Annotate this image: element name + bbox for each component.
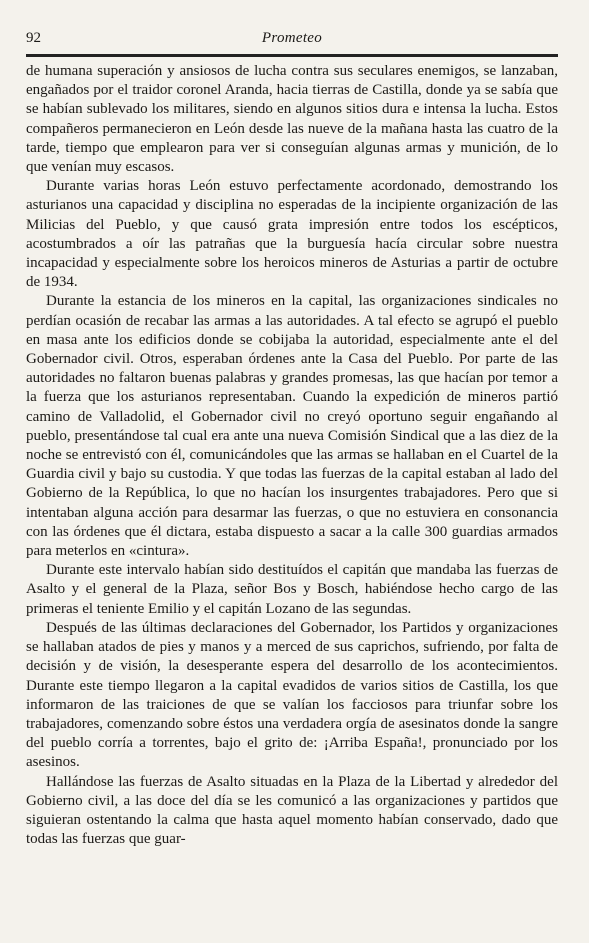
paragraph: Hallándose las fuerzas de Asalto situadas en la Plaza de la Libertad y alrededor del Gobierno civil, a las doce del día se les comunicó a las organizaciones y partidos que siguieran ostentando la calma que hasta aquel momento habían conservado, dado que todas las fuerzas que guar- xyxy=(26,773,558,848)
paragraph: Después de las últimas declaraciones del Gobernador, los Partidos y organizaciones se hallaban atados de pies y manos y a merced de sus caprichos, sufriendo, por falta de decisión y de visión, la desesperante espera del desarrollo de los acontecimientos. Durante este tiempo llegaron a la capital evadidos de varios sitios de Castilla, los que informaron de las traiciones de que se valían los facciosos para triunfar sobre los trabajadores, comenzando sobre éstos una verdadera orgía de asesinatos donde la sangre del pueblo corría a torrentes, bajo el grito de: ¡Arriba España!, pronunciado por los asesinos. xyxy=(26,619,558,771)
paragraph: Durante la estancia de los mineros en la capital, las organizaciones sindicales no perdían ocasión de recabar las armas a las autoridades. A tal efecto se agrupó el pueblo en masa ante los edificios donde se cobijaba la autoridad, especialmente ante el del Gobernador civil. Otros, esperaban órdenes ante la Casa del Pueblo. Por parte de las autoridades no faltaron buenas palabras y grandes promesas, las que hacían por temor a la fuerza que los asturianos representaban. Cuando la expedición de mineros partió camino de Valladolid, el Gobernador civil no creyó oportuno seguir engañando al pueblo, presentándose tal cual era ante una nueva Comisión Sindical que a las diez de la noche se entrevistó con él, comunicándoles que las armas se hallaban en el Cuartel de la Guardia civil y bajo su custodia. Y que todas las fuerzas de la capital estaban al lado del Gobierno de la República, lo que no hacían los insurgentes trabajadores. Pero que si intentaban alguna acción para desarmar las fuerzas, o que no estuviera en consonancia con las órdenes que él dictara, estaba dispuesto a sacar a la calle 300 guardias armados para meterlos en «cintura». xyxy=(26,293,558,560)
header-rule xyxy=(26,54,558,57)
running-title: Prometeo xyxy=(261,30,323,46)
paragraph: de humana superación y ansiosos de lucha contra sus seculares enemigos, se lanzaban, engañados por el traidor coronel Aranda, hacia tierras de Castilla, donde ya se sabía que se habían sublevado los militares, siendo en algunos sitios dura e intensa la lucha. Estos compañeros permanecieron en León desde las nueve de la mañana hasta las cuatro de la tarde, tiempo que emplearon para ver si conseguían algunas armas y munición, de lo que venían muy escasos. xyxy=(26,63,558,176)
page-header xyxy=(26,30,558,52)
page-number: 92 xyxy=(26,30,41,46)
paragraph: Durante este intervalo habían sido destituídos el capitán que mandaba las fuerzas de Asalto y el general de la Plaza, señor Bos y Bosch, habiéndose hecho cargo de las primeras el teniente Emilio y el capitán Lozano de las segundas. xyxy=(26,562,558,617)
book-page xyxy=(26,30,558,849)
body-text xyxy=(26,62,558,849)
paragraph: Durante varias horas León estuvo perfectamente acordonado, demostrando los asturianos una capacidad y disciplina no esperadas de la incipiente organización de las Milicias del Pueblo, y que causó grata impresión entre todos los escépticos, acostumbrados a oír las patrañas que la burguesía hacía circular sobre nuestra incapacidad y especialmente sobre los heroicos mineros de Asturias a partir de octubre de 1934. xyxy=(26,178,558,291)
